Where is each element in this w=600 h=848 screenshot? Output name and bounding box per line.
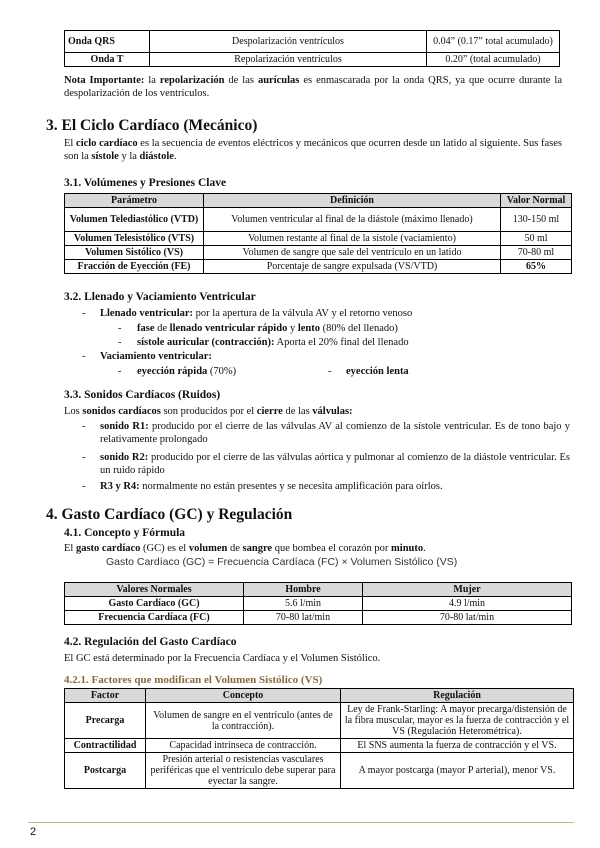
note-label: Nota Importante: [64,75,145,86]
table-row [65,208,572,232]
table-row: Frecuencia Cardíaca (FC) 70-80 lat/min 70-80 lat/min [65,611,572,625]
col-header: Valor Normal [501,194,572,208]
table-row: Contractilidad Capacidad intrínseca de contracción. El SNS aumenta la fuerza de contracción y el VS. [65,739,574,753]
table-row: Postcarga Presión arterial o resistencias vasculares periféricas que el ventrículo debe superar para eyectar la sangre. A mayor postcarga (mayor P arterial), menor VS. [65,753,574,789]
table-header-row [65,194,572,208]
section-4-title: 4. Gasto Cardíaco (GC) y Regulación [46,506,293,523]
def-cell: Volumen ventricular al final de la diástole (máximo llenado) [204,208,501,232]
ecg-waves-table [64,30,560,67]
wave-value: 0.04” (0.17” total acumulado) [427,31,560,53]
page-number: 2 [30,826,37,838]
def-cell: Porcentaje de sangre expulsada (VS/VTD) [204,260,501,274]
gc-formula: Gasto Cardíaco (GC) = Frecuencia Cardíaca (FC) × Volumen Sistólico (VS) [106,556,458,568]
col-header: Definición [204,194,501,208]
section-3-title: 3. El Ciclo Cardíaco (Mecánico) [46,117,258,134]
list-item: eyección lenta [346,366,409,377]
wave-definition: Repolarización ventrículos [150,53,427,67]
col-header: Concepto [146,689,341,703]
subsection-4-2-title: 4.2. Regulación del Gasto Cardíaco [64,636,237,648]
wave-name: Onda T [65,53,150,67]
volumes-table [64,193,572,274]
col-header: Mujer [363,583,572,597]
col-header: Parámetro [65,194,204,208]
list-item: eyección rápida (70%) [137,366,237,377]
sounds-intro: Los sonidos cardíacos son producidos por el cierre de las válvulas: [64,406,353,417]
list-item: Vaciamiento ventricular: [100,351,212,362]
factors-table [64,688,574,789]
list-item: fase de llenado ventricular rápido y lento (80% del llenado) [137,323,398,334]
col-header: Factor [65,689,146,703]
def-cell: Volumen de sangre que sale del ventrículo en un latido [204,246,501,260]
subsection-4-1-title: 4.1. Concepto y Fórmula [64,527,186,539]
table-row [65,260,572,274]
param-cell: Volumen Telediastólico (VTD) [65,208,204,232]
table-row [65,53,560,67]
def-cell: Volumen restante al final de la sístole (vaciamiento) [204,232,501,246]
table-row [65,246,572,260]
wave-definition: Despolarización ventrículos [150,31,427,53]
table-header-row [65,583,572,597]
subsection-3-1-title: 3.1. Volúmenes y Presiones Clave [64,177,227,189]
footer-rule [28,822,574,823]
col-header: Valores Normales [65,583,244,597]
value-cell: 70-80 ml [501,246,572,260]
subsection-3-3-title: 3.3. Sonidos Cardíacos (Ruidos) [64,389,221,401]
param-cell: Volumen Sistólico (VS) [65,246,204,260]
list-item: sonido R2: producido por el cierre de las válvulas aórtica y pulmonar al comienzo de la diástole ventricular. Es un ruido rápido [100,452,570,476]
col-header: Regulación [341,689,574,703]
value-cell: 65% [501,260,572,274]
page: Onda QRS Despolarización ventrículos 0.04” (0.17” total acumulado) Onda T Repolarización ventrículos 0.20” (total acumulado) Nota Importante: la repolarización de las aurículas es enmascarada por la onda QRS, ya que ocurre durante la despolarización de los ventrículos. 3. El Ciclo Cardíaco (Mecánico) El ciclo cardíaco es la secuencia de eventos eléctricos y mecánicos que ocurren desde un latido al siguiente. Sus fases son la sístole y la diástole. 3.1. Volúmenes y Presiones Clave Parámetro Definición Valor Normal Volumen Telediastólico (VTD) Volumen ventricular al final de la diástole (máximo llenado) 130-150 ml Volumen Telesistólico (VTS) Volumen restante al final de la sístole (vaciamiento) 50 ml Volumen Sistólico (VS) Volumen de sangre que sale del ventrículo en un latido 70-80 ml Fracción de Eyección (FE) Porcentaje de sangre expulsada (VS/VTD) 65% 3.2. Llenado y Vaciamiento Ventricular - Llenado ventricular: por la apertura de la válvula AV y el retorno venoso - fase de llenado ventricular rápido y lento (80% del llenado) - sístole auricular (contracción): Aporta el 20% final del llenado - Vaciamiento ventricular: - eyección rápida (70%) - eyección lenta 3.3. Sonidos Cardíacos (Ruidos) Los sonidos cardíacos son producidos por el cierre de las válvulas: - sonido R1: producido por el cierre de las válvulas AV al comienzo de la sístole ventricular. Es de tono bajo y relativamente prolongado - sonido R2: producido por el cierre de las válvulas aórtica y pulmonar al comienzo de la diástole ventricular. Es un ruido rápido - R3 y R4: normalmente no están presentes y se necesita amplificación para oírlos. 4. Gasto Cardíaco (GC) y Regulación 4.1. Concepto y Fórmula El gasto cardíaco (GC) es el volumen de sangre que bombea el corazón por minuto. Gasto Cardíaco (GC) = Frecuencia Cardíaca (FC) × Volumen Sistólico (VS) Valores Normales Hombre Mujer Gasto Cardíaco (GC) 5.6 l/min 4.9 l/min Frecuencia Cardíaca (FC) 70-80 lat/min 70-80 lat/min 4.2. Regulación del Gasto Cardíaco El GC está determinado por la Frecuencia Cardíaca y el Volumen Sistólico. 4.2.1. Factores que modifican el Volumen Sistólico (VS) Factor Concepto Regulación Precarga Volumen de sangre en el ventrículo (antes de la contracción). Ley de Frank-Starling: A mayor precarga/distensión de la fibra muscular, mayor es la fuerza de contracción y el VS (Regulación Heterométrica). Contractilidad Capacidad intrínseca de contracción. El SNS aumenta la fuerza de contracción y el VS. Postcarga Presión arterial o resistencias vasculares periféricas que el ventrículo debe superar para eyectar la sangre. A mayor postcarga (mayor P arterial), menor VS. 2 [0,0,600,848]
gc-regulation-text: El GC está determinado por la Frecuencia Cardíaca y el Volumen Sistólico. [64,653,381,664]
section-3-intro: El ciclo cardíaco es la secuencia de eventos eléctricos y mecánicos que ocurren desde un latido al siguiente. Sus fases son la sístole y la diástole. [64,138,562,162]
value-cell: 130-150 ml [501,208,572,232]
table-row: Gasto Cardíaco (GC) 5.6 l/min 4.9 l/min [65,597,572,611]
table-row [65,31,560,53]
gc-definition: El gasto cardíaco (GC) es el volumen de sangre que bombea el corazón por minuto. [64,543,426,554]
table-row [65,232,572,246]
table-row: Precarga Volumen de sangre en el ventrículo (antes de la contracción). Ley de Frank-Starling: A mayor precarga/distensión de la fibra muscular, mayor es la fuerza de contracción y el VS (Regulación Heterométrica). [65,703,574,739]
list-item: R3 y R4: normalmente no están presentes y se necesita amplificación para oírlos. [100,481,443,492]
subsection-4-2-1-title: 4.2.1. Factores que modifican el Volumen Sistólico (VS) [64,674,323,686]
important-note: Nota Importante: la repolarización de las aurículas es enmascarada por la onda QRS, ya que ocurre durante la despolarización de los ventrículos. [64,75,563,99]
normal-values-table [64,582,572,625]
param-cell: Fracción de Eyección (FE) [65,260,204,274]
wave-value: 0.20” (total acumulado) [427,53,560,67]
table-header-row [65,689,574,703]
list-item: Llenado ventricular: por la apertura de la válvula AV y el retorno venoso [100,308,413,319]
list-item: sonido R1: producido por el cierre de las válvulas AV al comienzo de la sístole ventricular. Es de tono bajo y relativamente prolongado [100,421,571,445]
subsection-3-2-title: 3.2. Llenado y Vaciamiento Ventricular [64,291,256,303]
list-item: sístole auricular (contracción): Aporta el 20% final del llenado [137,337,409,348]
col-header: Hombre [244,583,363,597]
value-cell: 50 ml [501,232,572,246]
wave-name: Onda QRS [65,31,150,53]
param-cell: Volumen Telesistólico (VTS) [65,232,204,246]
